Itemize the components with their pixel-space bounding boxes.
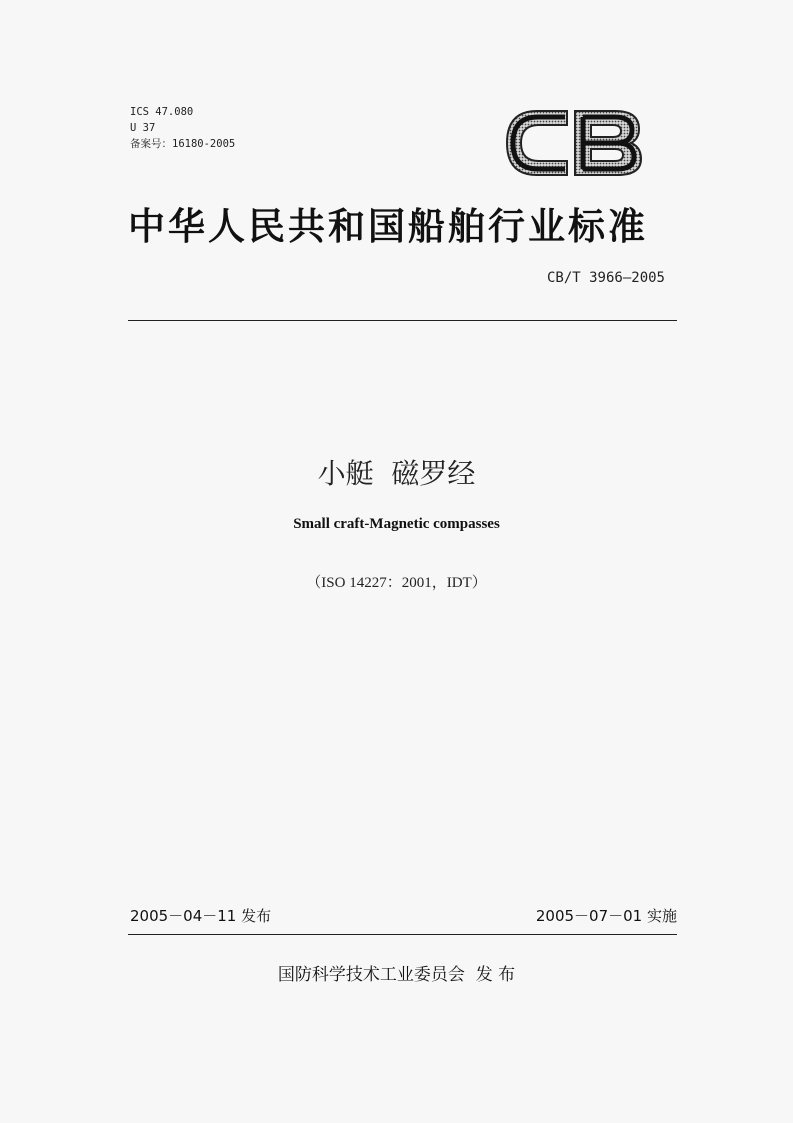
iso-equivalence: （ISO 14227：2001，IDT） bbox=[306, 575, 487, 591]
classification-block bbox=[130, 104, 235, 152]
english-title: Small craft-Magnetic compasses bbox=[293, 516, 500, 532]
issue-date: 2005－04－11 发布 bbox=[130, 907, 272, 925]
chinese-title: 小艇 磁罗经 bbox=[317, 457, 476, 490]
top-divider bbox=[128, 320, 677, 321]
bottom-divider bbox=[128, 934, 677, 935]
cb-standard-logo bbox=[503, 105, 645, 181]
standard-number: CB/T 3966—2005 bbox=[546, 270, 665, 286]
ics-code: ICS 47.080 bbox=[130, 106, 194, 118]
filing-number: 备案号：16180-2005 bbox=[130, 138, 236, 150]
effective-date: 2005－07－01 实施 bbox=[535, 907, 677, 925]
issuing-authority: 国防科学技术工业委员会 发 布 bbox=[277, 965, 516, 985]
industry-standard-title: 中华人民共和国船舶行业标准 bbox=[128, 205, 648, 248]
classification-code: U 37 bbox=[130, 122, 156, 134]
